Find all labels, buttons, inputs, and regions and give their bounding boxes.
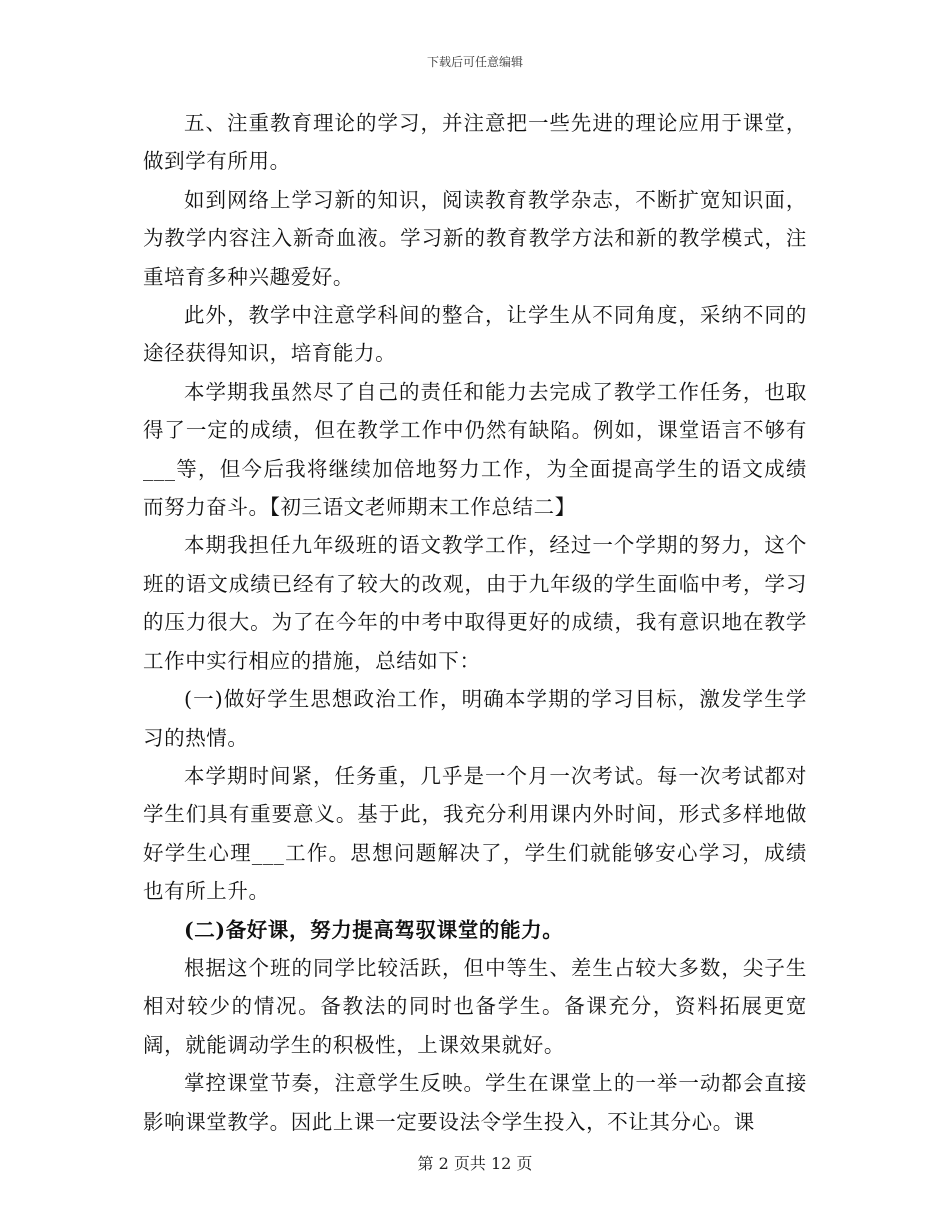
paragraph: 本学期时间紧，任务重，几乎是一个月一次考试。每一次考试都对学生们具有重要意义。基于此，我充分利用课内外时间，形式多样地做好学生心理___工作。思想问题解决了，学生们就能够安心学习，成绩也有所上升。 [143,763,807,904]
paragraph: 掌控课堂节奏，注意学生反映。学生在课堂上的一举一动都会直接影响课堂教学。因此上课一定要设法令学生投入，不让其分心。课 [143,1071,807,1134]
paragraph: 本期我担任九年级班的语文教学工作，经过一个学期的努力，这个班的语文成绩已经有了较大的改观，由于九年级的学生面临中考，学习的压力很大。为了在今年的中考中取得更好的成绩，我有意识地在教学工作中实行相应的措施，总结如下： [143,533,807,673]
page-header: 下载后可任意编辑 [426,55,523,69]
paragraph: 本学期我虽然尽了自己的责任和能力去完成了教学工作任务，也取得了一定的成绩，但在教学工作中仍然有缺陷。例如，课堂语言不够有___等，但今后我将继续加倍地努力工作，为全面提高学生的语文成绩而努力奋斗。【初三语文老师期末工作总结二】 [143,379,807,520]
document-body [143,104,807,1141]
page-number: 第 2 页共 12 页 [417,1154,533,1173]
paragraph: 如到网络上学习新的知识，阅读教育教学杂志，不断扩宽知识面，为教学内容注入新奇血液。学习新的教育教学方法和新的教学模式，注重培育多种兴趣爱好。 [143,187,807,289]
paragraph: (一)做好学生思想政治工作，明确本学期的学习目标，激发学生学习的热情。 [143,687,807,750]
paragraph: 此外，教学中注意学科间的整合，让学生从不同角度，采纳不同的途径获得知识，培育能力。 [143,303,807,366]
paragraph: 根据这个班的同学比较活跃，但中等生、差生占较大多数，尖子生相对较少的情况。备教法的同时也备学生。备课充分，资料拓展更宽阔，就能调动学生的积极性，上课效果就好。 [143,955,807,1057]
paragraph: 五、注重教育理论的学习，并注意把一些先进的理论应用于课堂，做到学有所用。 [143,111,807,174]
section-heading: (二)备好课，努力提高驾驭课堂的能力。 [184,917,564,942]
